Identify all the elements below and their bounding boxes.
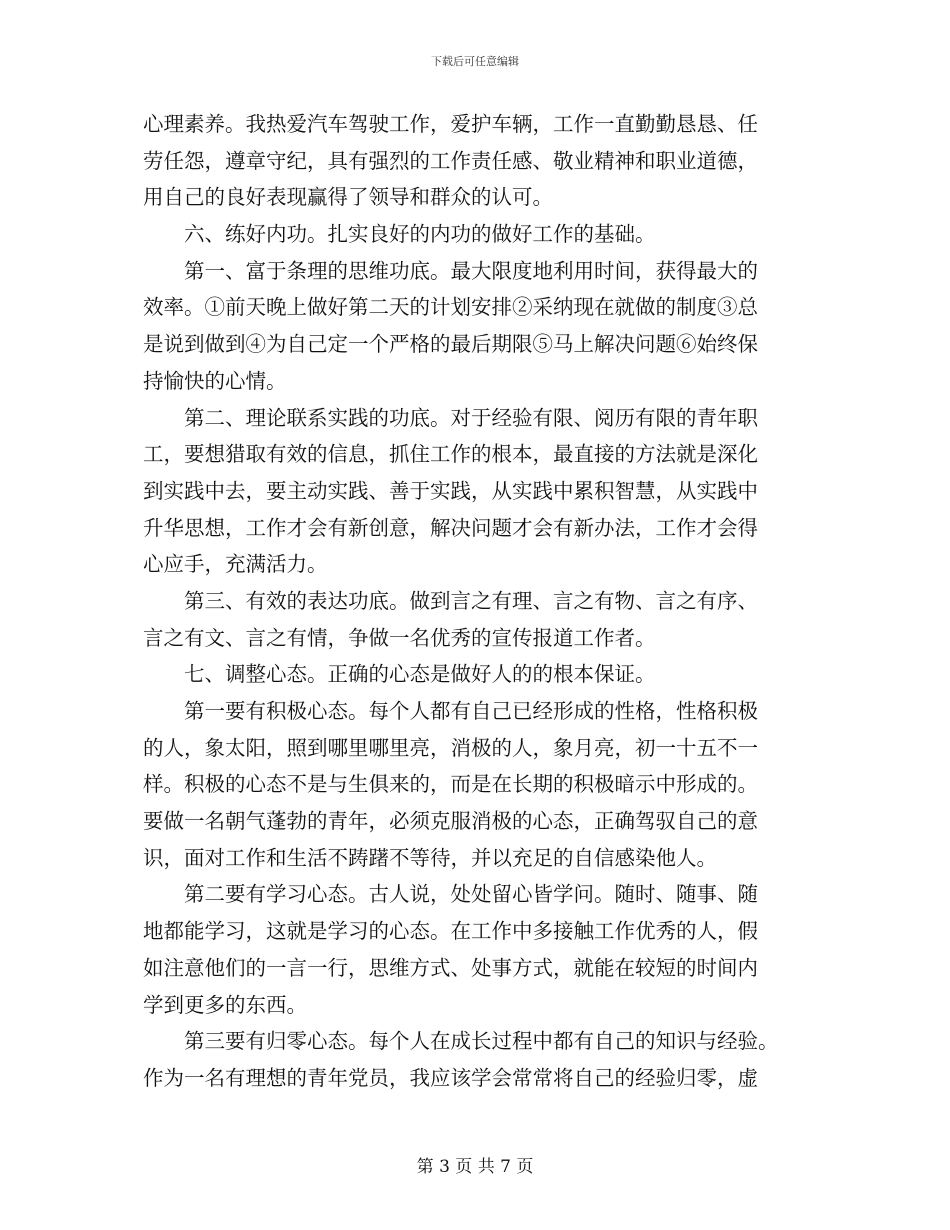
text-line: 第二要有学习心态。古人说，处处留心皆学问。随时、随事、随 — [143, 882, 758, 907]
text-line: 第三、有效的表达功底。做到言之有理、言之有物、言之有序、 — [143, 588, 758, 613]
text-line: 持愉快的心情。 — [143, 368, 287, 393]
text-line: 心理素养。我热爱汽车驾驶工作，爱护车辆，工作一直勤勤恳恳、任 — [143, 112, 758, 136]
text-line: 的人，象太阳，照到哪里哪里亮，消极的人，象月亮，初一十五不一 — [143, 735, 758, 760]
text-line: 第二、理论联系实践的功底。对于经验有限、阅历有限的青年职 — [143, 405, 758, 430]
text-line: 效率。①前天晚上做好第二天的计划安排②采纳现在就做的制度③总 — [143, 295, 758, 320]
page-header: 下载后可任意编辑 — [431, 55, 519, 68]
text-line: 要做一名朝气蓬勃的青年，必须克服消极的心态，正确驾驭自己的意 — [143, 809, 758, 834]
text-line: 第一、富于条理的思维功底。最大限度地利用时间，获得最大的 — [143, 258, 758, 283]
text-line: 学到更多的东西。 — [143, 992, 307, 1017]
text-line: 升华思想，工作才会有新创意，解决问题才会有新办法，工作才会得 — [143, 515, 758, 540]
text-line: 如注意他们的一言一行，思维方式、处事方式，就能在较短的时间内 — [143, 955, 758, 980]
text-line: 地都能学习，这就是学习的心态。在工作中多接触工作优秀的人，假 — [143, 919, 758, 944]
text-line: 六、练好内功。扎实良好的内功的做好工作的基础。 — [143, 222, 656, 247]
text-line: 七、调整心态。正确的心态是做好人的的根本保证。 — [143, 662, 656, 687]
text-line: 作为一名有理想的青年党员，我应该学会常常将自己的经验归零，虚 — [143, 1065, 758, 1090]
text-line: 心应手，充满活力。 — [143, 552, 328, 577]
text-line: 到实践中去，要主动实践、善于实践，从实践中累积智慧，从实践中 — [143, 478, 758, 503]
page-footer: 第 3 页 共 7 页 — [416, 1157, 534, 1177]
text-line: 样。积极的心态不是与生俱来的，而是在长期的积极暗示中形成的。 — [143, 772, 758, 797]
text-line: 言之有文、言之有情，争做一名优秀的宣传报道工作者。 — [143, 625, 656, 650]
text-line: 工，要想猎取有效的信息，抓住工作的根本，最直接的方法就是深化 — [143, 442, 758, 467]
text-line: 用自己的良好表现赢得了领导和群众的认可。 — [143, 185, 553, 210]
text-line: 劳任怨，遵章守纪，具有强烈的工作责任感、敬业精神和职业道德， — [143, 148, 758, 173]
text-line: 是说到做到④为自己定一个严格的最后期限⑤马上解决问题⑥始终保 — [143, 332, 758, 357]
text-line: 第三要有归零心态。每个人在成长过程中都有自己的知识与经验。 — [143, 1029, 779, 1054]
text-line: 第一要有积极心态。每个人都有自己已经形成的性格，性格积极 — [143, 699, 758, 723]
document-body — [143, 106, 823, 1097]
text-line: 识，面对工作和生活不踌躇不等待，并以充足的自信感染他人。 — [143, 845, 717, 870]
